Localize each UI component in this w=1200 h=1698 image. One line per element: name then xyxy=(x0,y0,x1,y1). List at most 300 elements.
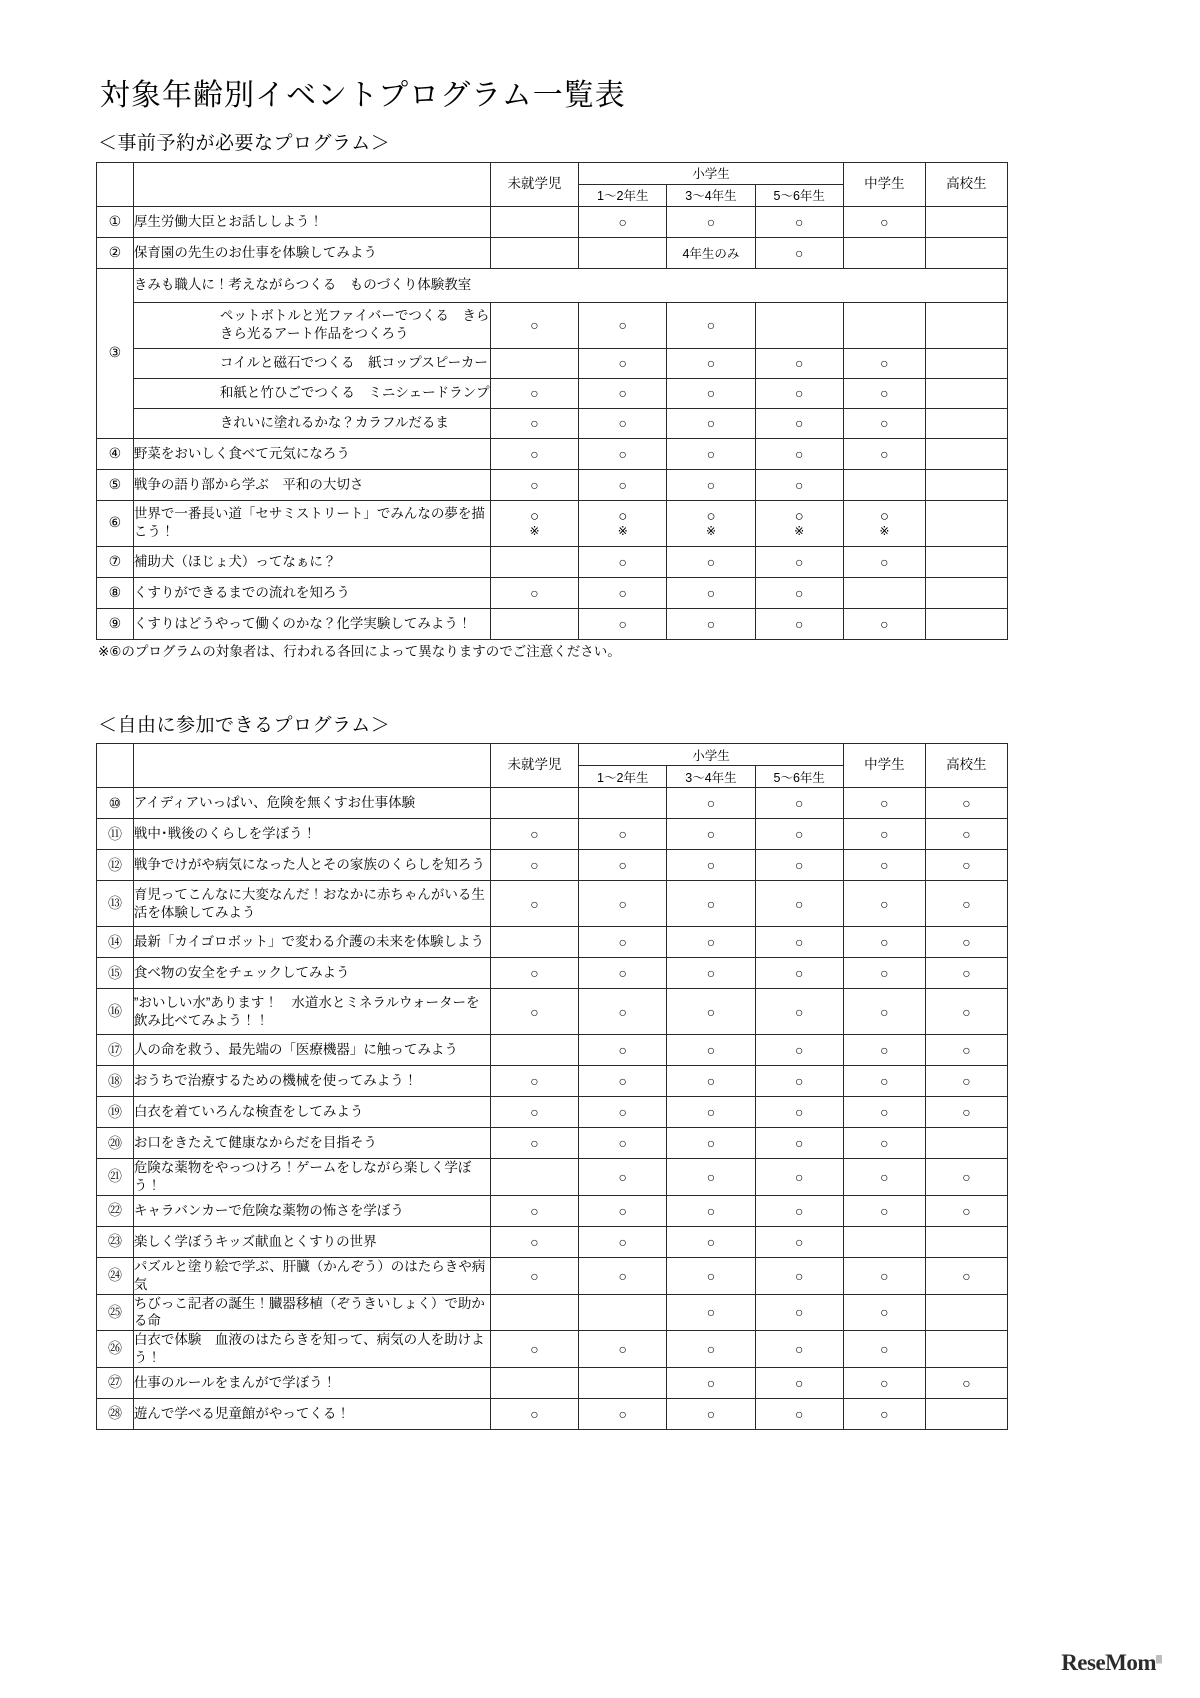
circle-mark: ○ xyxy=(530,826,539,843)
mark-cell-junior-high xyxy=(843,1257,925,1294)
circle-mark: ○ xyxy=(794,476,804,493)
circle-mark: ○ xyxy=(962,1267,971,1284)
circle-mark: ○ xyxy=(962,857,971,874)
mark-cell-grade-3-4 xyxy=(667,438,755,469)
mark-cell-grade-5-6 xyxy=(755,577,843,608)
program-title: 厚生労働大臣とお話ししよう！ xyxy=(133,206,490,237)
table-row xyxy=(97,1367,1008,1398)
mark-cell-junior-high xyxy=(843,1195,925,1226)
mark-cell-grade-3-4 xyxy=(667,1159,755,1196)
mark-cell-preschool xyxy=(490,1331,578,1368)
table-row xyxy=(97,206,1008,237)
mark-cell-junior-high xyxy=(843,1226,925,1257)
mark-cell-high-school xyxy=(925,1367,1007,1398)
mark-cell-grade-5-6 xyxy=(755,989,843,1035)
mark-cell-grade-1-2 xyxy=(579,927,667,958)
mark-cell-grade-1-2 xyxy=(579,1398,667,1429)
circle-mark: ○ xyxy=(618,213,627,230)
mark-cell-preschool xyxy=(490,989,578,1035)
circle-mark: ○ xyxy=(794,355,804,372)
table-row xyxy=(97,1035,1008,1066)
header-elementary-group: 小学生 xyxy=(579,162,844,184)
program-title: くすりはどうやって働くのかな？化学実験してみよう！ xyxy=(133,608,490,639)
mark-cell-junior-high xyxy=(843,881,925,927)
mark-cell-high-school xyxy=(925,788,1007,819)
mark-cell-high-school xyxy=(925,1398,1007,1429)
circle-mark: ○ xyxy=(706,1267,716,1284)
table-row-group-header xyxy=(97,268,1008,302)
mark-cell-high-school xyxy=(925,302,1007,348)
mark-cell-grade-1-2 xyxy=(579,850,667,881)
mark-cell-grade-3-4 xyxy=(667,348,755,378)
circle-mark: ○ xyxy=(706,895,716,912)
mark-cell-high-school xyxy=(925,237,1007,268)
mark-cell-grade-1-2 xyxy=(579,577,667,608)
mark-cell-grade-5-6 xyxy=(755,438,843,469)
mark-cell-preschool xyxy=(490,469,578,500)
row-number: ㉓ xyxy=(97,1226,134,1257)
mark-cell-grade-3-4 xyxy=(667,1257,755,1294)
mark-cell-grade-5-6 xyxy=(755,1195,843,1226)
circle-mark: ○ xyxy=(530,1003,539,1020)
table-row xyxy=(97,958,1008,989)
table-row xyxy=(97,989,1008,1035)
mark-cell-high-school xyxy=(925,1097,1007,1128)
circle-mark: ○ xyxy=(962,1073,971,1090)
mark-cell-preschool xyxy=(490,788,578,819)
mark-cell-grade-5-6 xyxy=(755,1257,843,1294)
watermark-mark: ||| xyxy=(1156,1653,1162,1664)
mark-cell-grade-5-6 xyxy=(755,958,843,989)
mark-cell-grade-5-6 xyxy=(755,1331,843,1368)
mark-cell-grade-1-2 xyxy=(579,1226,667,1257)
mark-cell-junior-high xyxy=(843,438,925,469)
mark-cell-grade-3-4 xyxy=(667,788,755,819)
circle-mark: ○ xyxy=(618,507,628,525)
circle-mark: ○ xyxy=(794,826,804,843)
mark-cell-junior-high xyxy=(843,1398,925,1429)
section-heading-free: ＜自由に参加できるプログラム＞ xyxy=(98,714,391,736)
circle-mark: ○ xyxy=(618,1340,627,1357)
mark-cell-grade-3-4 xyxy=(667,958,755,989)
circle-mark: ○ xyxy=(880,1304,889,1321)
table-header xyxy=(97,744,1008,788)
circle-mark: ○ xyxy=(794,1202,804,1219)
mark-cell-grade-1-2 xyxy=(579,1195,667,1226)
mark-cell-grade-5-6 xyxy=(755,206,843,237)
row-number: ⑬ xyxy=(97,881,134,927)
mark-cell-grade-3-4 xyxy=(667,1226,755,1257)
mark-cell-grade-3-4 xyxy=(667,1195,755,1226)
mark-cell-preschool xyxy=(490,1294,578,1331)
mark-cell-high-school xyxy=(925,819,1007,850)
row-number: ③ xyxy=(97,268,134,438)
mark-cell-grade-3-4 xyxy=(667,302,755,348)
circle-mark: ○ xyxy=(962,895,971,912)
mark-cell-grade-3-4 xyxy=(667,1097,755,1128)
mark-cell-junior-high xyxy=(843,469,925,500)
circle-mark: ○ xyxy=(706,317,716,334)
circle-mark: ○ xyxy=(880,934,889,951)
circle-mark: ○ xyxy=(706,476,716,493)
circle-mark: ○ xyxy=(706,1073,716,1090)
mark-cell-junior-high xyxy=(843,577,925,608)
mark-cell-junior-high xyxy=(843,237,925,268)
row-number: ⑩ xyxy=(97,788,134,819)
circle-mark: ○ xyxy=(618,445,627,462)
mark-cell-junior-high xyxy=(843,1159,925,1196)
mark-cell-grade-3-4 xyxy=(667,989,755,1035)
table-row xyxy=(97,788,1008,819)
mark-cell-high-school xyxy=(925,608,1007,639)
circle-mark: ○ xyxy=(880,1003,889,1020)
mark-cell-grade-3-4 xyxy=(667,1331,755,1368)
circle-mark: ○ xyxy=(794,1374,804,1391)
circle-mark: ○ xyxy=(880,1202,889,1219)
circle-mark: ○ xyxy=(962,1202,971,1219)
program-title: パズルと塗り絵で学ぶ、肝臓（かんぞう）のはたらきや病気 xyxy=(133,1257,490,1294)
mark-cell-grade-3-4 xyxy=(667,206,755,237)
row-number: ⑱ xyxy=(97,1066,134,1097)
circle-mark: ○ xyxy=(706,553,716,570)
mark-cell-preschool xyxy=(490,958,578,989)
circle-mark: ○ xyxy=(962,1042,971,1059)
mark-cell-preschool xyxy=(490,1226,578,1257)
mark-cell-high-school xyxy=(925,438,1007,469)
table-row xyxy=(97,1226,1008,1257)
row-number: ㉗ xyxy=(97,1367,134,1398)
circle-mark: ○ xyxy=(618,1233,627,1250)
mark-cell-preschool xyxy=(490,237,578,268)
circle-mark: ○ xyxy=(618,1405,627,1422)
mark-cell-preschool xyxy=(490,348,578,378)
row-number: ⑳ xyxy=(97,1128,134,1159)
circle-mark: ○ xyxy=(618,476,627,493)
table-row xyxy=(97,850,1008,881)
table-row xyxy=(97,237,1008,268)
circle-mark: ○ xyxy=(880,965,889,982)
circle-mark: ○ xyxy=(530,1202,539,1219)
row-number: ⑫ xyxy=(97,850,134,881)
mark-cell-preschool xyxy=(490,1159,578,1196)
circle-mark: ○ xyxy=(880,355,889,372)
circle-mark: ○ xyxy=(530,385,539,402)
circle-mark: ○ xyxy=(618,1104,627,1121)
row-number: ㉕ xyxy=(97,1294,134,1331)
program-title: ちびっこ記者の誕生！臓器移植（ぞうきいしょく）で助かる命 xyxy=(133,1294,490,1331)
mark-cell-grade-5-6 xyxy=(755,819,843,850)
circle-mark: ○ xyxy=(706,1042,716,1059)
mark-cell-preschool xyxy=(490,206,578,237)
section-heading-reservation: ＜事前予約が必要なプログラム＞ xyxy=(98,133,391,154)
table-body-free xyxy=(97,788,1008,1430)
circle-mark: ○ xyxy=(880,857,889,874)
table-row xyxy=(97,1331,1008,1368)
circle-mark: ○ xyxy=(880,1042,889,1059)
circle-mark: ○ xyxy=(706,1340,716,1357)
mark-cell-junior-high xyxy=(843,608,925,639)
mark-cell-high-school xyxy=(925,546,1007,577)
section-spacer xyxy=(96,662,1104,714)
mark-cell-preschool xyxy=(490,1398,578,1429)
circle-mark: ○ xyxy=(962,1003,971,1020)
circle-mark: ○ xyxy=(618,355,627,372)
mark-cell-grade-1-2 xyxy=(579,1331,667,1368)
mark-cell-preschool xyxy=(490,1066,578,1097)
mark-cell-grade-1-2 xyxy=(579,1159,667,1196)
mark-cell-high-school xyxy=(925,881,1007,927)
row-number: ② xyxy=(97,237,134,268)
table-body-reservation xyxy=(97,206,1008,639)
mark-cell-grade-5-6 xyxy=(755,546,843,577)
circle-mark: ○ xyxy=(618,1267,627,1284)
circle-mark: ○ xyxy=(618,415,627,432)
row-number: ㉒ xyxy=(97,1195,134,1226)
circle-mark: ○ xyxy=(706,1169,716,1186)
circle-mark: ○ xyxy=(794,244,804,261)
row-number: ⑰ xyxy=(97,1035,134,1066)
mark-cell-grade-1-2 xyxy=(579,788,667,819)
header-grade-3-4: 3〜4年生 xyxy=(667,184,755,206)
header-grade-5-6: 5〜6年生 xyxy=(755,766,843,788)
mark-cell-grade-3-4 xyxy=(667,500,755,546)
circle-mark: ○ xyxy=(794,553,804,570)
program-title: 最新「カイゴロボット」で変わる介護の未来を体験しよう xyxy=(133,927,490,958)
mark-cell-grade-3-4 xyxy=(667,927,755,958)
circle-mark: ○ xyxy=(794,857,804,874)
circle-mark: ○ xyxy=(962,934,971,951)
mark-cell-high-school xyxy=(925,1331,1007,1368)
circle-mark: ○ xyxy=(880,826,889,843)
program-title: 遊んで学べる児童館がやってくる！ xyxy=(133,1398,490,1429)
circle-mark: ○ xyxy=(618,965,627,982)
mark-cell-grade-5-6 xyxy=(755,378,843,408)
circle-mark: ○ xyxy=(794,1169,804,1186)
circle-mark: ○ xyxy=(530,317,539,334)
table-row xyxy=(97,577,1008,608)
row-number: ④ xyxy=(97,438,134,469)
circle-mark: ○ xyxy=(880,795,889,812)
mark-cell-high-school xyxy=(925,958,1007,989)
mark-cell-grade-1-2 xyxy=(579,438,667,469)
circle-mark: ○ xyxy=(962,826,971,843)
circle-mark: ○ xyxy=(794,213,804,230)
header-grade-1-2: 1〜2年生 xyxy=(579,184,667,206)
mark-cell-preschool xyxy=(490,819,578,850)
circle-mark: ○ xyxy=(794,934,804,951)
program-title: 戦中･戦後のくらしを学ぼう！ xyxy=(133,819,490,850)
mark-cell-junior-high xyxy=(843,1066,925,1097)
circle-mark: ○ xyxy=(618,857,627,874)
mark-cell-preschool xyxy=(490,1035,578,1066)
circle-mark: ○ xyxy=(530,476,539,493)
circle-mark: ○ xyxy=(618,826,627,843)
asterisk-mark: ※ xyxy=(794,524,805,539)
circle-mark: ○ xyxy=(618,1202,627,1219)
circle-mark: ○ xyxy=(618,934,627,951)
circle-mark: ○ xyxy=(706,826,716,843)
mark-cell-grade-5-6 xyxy=(755,237,843,268)
program-subtitle: きれいに塗れるかな？カラフルだるま xyxy=(133,408,490,438)
program-title: きみも職人に！考えながらつくる ものづくり体験教室 xyxy=(133,268,1007,302)
circle-mark: ○ xyxy=(962,1374,971,1391)
program-title: 世界で一番長い道「セサミストリート」でみんなの夢を描こう！ xyxy=(133,500,490,546)
circle-mark: ○ xyxy=(530,445,539,462)
circle-mark: ○ xyxy=(794,445,804,462)
row-number: ⑥ xyxy=(97,500,134,546)
circle-mark: ○ xyxy=(530,1104,539,1121)
header-grade-5-6: 5〜6年生 xyxy=(755,184,843,206)
table-row xyxy=(97,302,1008,348)
mark-cell-junior-high xyxy=(843,1331,925,1368)
circle-mark: ○ xyxy=(706,445,716,462)
mark-cell-grade-1-2 xyxy=(579,958,667,989)
asterisk-mark: ※ xyxy=(617,524,628,539)
mark-cell-grade-3-4 xyxy=(667,1128,755,1159)
mark-cell-grade-1-2 xyxy=(579,408,667,438)
mark-cell-grade-1-2 xyxy=(579,881,667,927)
mark-cell-high-school xyxy=(925,206,1007,237)
mark-cell-preschool xyxy=(490,302,578,348)
circle-mark: ○ xyxy=(794,385,804,402)
circle-mark: ○ xyxy=(880,1267,889,1284)
mark-cell-grade-1-2 xyxy=(579,1097,667,1128)
mark-cell-high-school xyxy=(925,348,1007,378)
table-row xyxy=(97,819,1008,850)
circle-mark: ○ xyxy=(530,1405,539,1422)
mark-cell-grade-5-6 xyxy=(755,1035,843,1066)
circle-mark: ○ xyxy=(962,1169,971,1186)
circle-mark: ○ xyxy=(706,1135,716,1152)
mark-cell-high-school xyxy=(925,927,1007,958)
circle-mark: ○ xyxy=(880,1340,889,1357)
circle-mark: ○ xyxy=(706,1304,716,1321)
table-row xyxy=(97,469,1008,500)
mark-cell-preschool xyxy=(490,1128,578,1159)
header-blank-title xyxy=(133,744,490,788)
circle-mark: ○ xyxy=(530,1233,539,1250)
mark-cell-grade-1-2 xyxy=(579,1066,667,1097)
program-title: くすりができるまでの流れを知ろう xyxy=(133,577,490,608)
circle-mark: ○ xyxy=(706,615,716,632)
table-row xyxy=(97,1294,1008,1331)
resemom-watermark xyxy=(1061,1650,1162,1676)
mark-cell-grade-5-6 xyxy=(755,850,843,881)
circle-mark: ○ xyxy=(794,1003,804,1020)
circle-mark: ○ xyxy=(794,584,804,601)
circle-mark: ○ xyxy=(794,795,804,812)
mark-cell-preschool xyxy=(490,500,578,546)
circle-mark: ○ xyxy=(706,1405,716,1422)
mark-cell-high-school xyxy=(925,378,1007,408)
circle-mark: ○ xyxy=(530,507,540,525)
circle-mark: ○ xyxy=(618,1135,627,1152)
program-subtitle: 和紙と竹ひごでつくる ミニシェードランプ xyxy=(133,378,490,408)
program-title: 食べ物の安全をチェックしてみよう xyxy=(133,958,490,989)
mark-cell-grade-5-6 xyxy=(755,1097,843,1128)
table-row xyxy=(97,1398,1008,1429)
mark-cell-high-school xyxy=(925,850,1007,881)
circle-mark: ○ xyxy=(794,1073,804,1090)
mark-cell-grade-5-6 xyxy=(755,500,843,546)
program-title: 白衣を着ていろんな検査をしてみよう xyxy=(133,1097,490,1128)
mark-cell-high-school xyxy=(925,1035,1007,1066)
mark-cell-grade-1-2 xyxy=(579,302,667,348)
circle-mark: ○ xyxy=(794,1104,804,1121)
circle-mark: ○ xyxy=(880,415,889,432)
footnote-program-6: ※⑥のプログラムの対象者は、行われる各回によって異なりますのでご注意ください。 xyxy=(98,643,621,659)
mark-cell-high-school xyxy=(925,1257,1007,1294)
program-title: おうちで治療するための機械を使ってみよう！ xyxy=(133,1066,490,1097)
mark-cell-grade-5-6 xyxy=(755,469,843,500)
circle-mark: ○ xyxy=(618,584,627,601)
header-grade-3-4: 3〜4年生 xyxy=(667,766,755,788)
mark-cell-junior-high xyxy=(843,546,925,577)
row-number: ⑮ xyxy=(97,958,134,989)
circle-mark: ○ xyxy=(794,1042,804,1059)
asterisk-mark: ※ xyxy=(705,524,716,539)
program-title: 仕事のルールをまんがで学ぼう！ xyxy=(133,1367,490,1398)
program-title: 保育園の先生のお仕事を体験してみよう xyxy=(133,237,490,268)
circle-mark: ○ xyxy=(618,1073,627,1090)
header-blank-title xyxy=(133,162,490,206)
mark-cell-junior-high xyxy=(843,1035,925,1066)
circle-mark: ○ xyxy=(880,385,889,402)
mark-cell-junior-high xyxy=(843,500,925,546)
header-junior-high: 中学生 xyxy=(843,744,925,788)
mark-cell-grade-1-2 xyxy=(579,500,667,546)
mark-cell-grade-5-6 xyxy=(755,1066,843,1097)
circle-mark: ○ xyxy=(618,1169,627,1186)
row-number: ⑨ xyxy=(97,608,134,639)
table-free-participation xyxy=(96,743,1008,1430)
mark-cell-grade-3-4 xyxy=(667,1398,755,1429)
circle-mark: ○ xyxy=(879,507,889,525)
table-row xyxy=(97,881,1008,927)
table-reservation-required xyxy=(96,162,1008,640)
mark-cell-junior-high xyxy=(843,378,925,408)
mark-cell-grade-5-6 xyxy=(755,1159,843,1196)
mark-cell-grade-1-2 xyxy=(579,1367,667,1398)
circle-mark: ○ xyxy=(706,1104,716,1121)
watermark-text: ReseMom xyxy=(1061,1650,1157,1675)
row-number: ⑯ xyxy=(97,989,134,1035)
circle-mark: ○ xyxy=(706,385,716,402)
mark-cell-junior-high xyxy=(843,1294,925,1331)
circle-mark: ○ xyxy=(706,934,716,951)
asterisk-mark: ※ xyxy=(879,524,890,539)
mark-cell-junior-high xyxy=(843,850,925,881)
mark-cell-grade-1-2 xyxy=(579,469,667,500)
mark-cell-grade-5-6 xyxy=(755,1398,843,1429)
row-number: ㉖ xyxy=(97,1331,134,1368)
mark-cell-preschool xyxy=(490,1257,578,1294)
circle-mark: ○ xyxy=(530,1135,539,1152)
mark-cell-grade-5-6 xyxy=(755,1294,843,1331)
row-number: ㉘ xyxy=(97,1398,134,1429)
program-subtitle: コイルと磁石でつくる 紙コップスピーカー xyxy=(133,348,490,378)
row-number: ⑪ xyxy=(97,819,134,850)
mark-cell-junior-high xyxy=(843,1367,925,1398)
table-row xyxy=(97,438,1008,469)
program-title: キャラバンカーで危険な薬物の怖さを学ぼう xyxy=(133,1195,490,1226)
circle-mark: ○ xyxy=(880,1104,889,1121)
mark-cell-junior-high xyxy=(843,989,925,1035)
circle-mark: ○ xyxy=(530,965,539,982)
mark-cell-grade-5-6 xyxy=(755,608,843,639)
mark-cell-grade-1-2 xyxy=(579,819,667,850)
circle-mark: ○ xyxy=(530,415,539,432)
